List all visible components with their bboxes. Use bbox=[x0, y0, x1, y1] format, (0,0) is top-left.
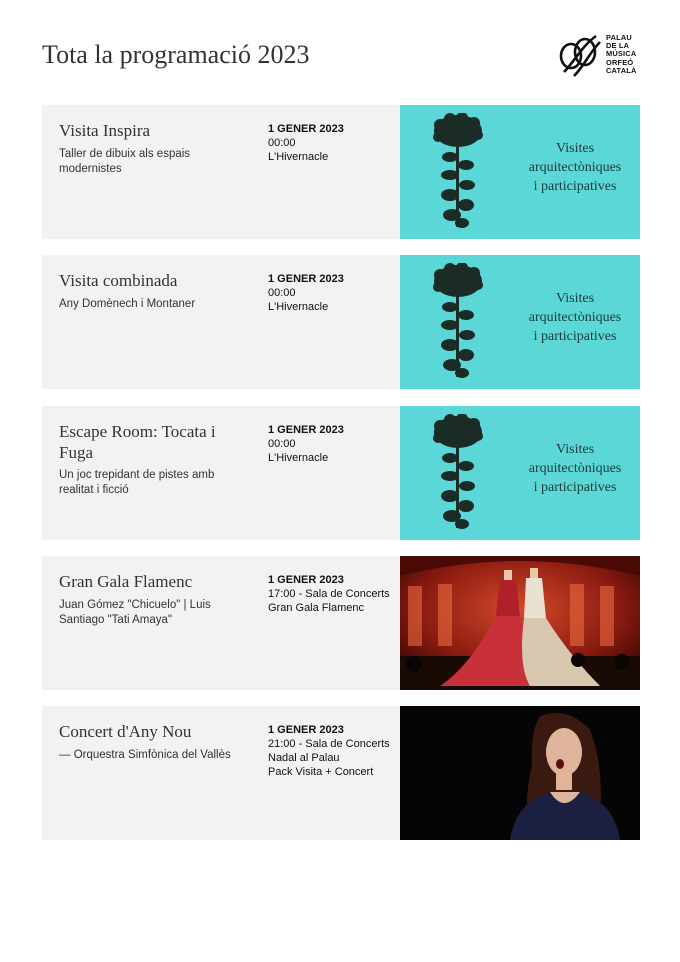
event-card[interactable] bbox=[42, 706, 640, 840]
event-title[interactable]: Visita Inspira bbox=[59, 121, 151, 140]
event-venue: L'Hivernacle bbox=[268, 301, 329, 313]
event-meta bbox=[268, 122, 393, 164]
event-card[interactable] bbox=[42, 556, 640, 690]
event-venue: L'Hivernacle bbox=[268, 151, 329, 163]
carnation-flower-icon bbox=[428, 113, 488, 231]
event-subtitle: Un joc trepidant de pistes amb realitat i ficció bbox=[59, 469, 215, 496]
event-image[interactable] bbox=[400, 556, 640, 690]
page-title: Tota la programació 2023 bbox=[42, 40, 310, 69]
event-subtitle: — Orquestra Simfònica del Vallès bbox=[59, 749, 231, 761]
event-time: 00:00 bbox=[268, 287, 296, 299]
poster-text: Visites arquitectòniques i participatives bbox=[528, 442, 622, 495]
event-image[interactable] bbox=[400, 706, 640, 840]
event-date: 1 GENER 2023 bbox=[268, 123, 344, 135]
event-program: Nadal al Palau bbox=[268, 752, 340, 764]
event-title[interactable]: Visita combinada bbox=[59, 271, 178, 290]
event-card[interactable] bbox=[42, 105, 640, 239]
event-subtitle: Taller de dibuix als espais modernistes bbox=[59, 148, 191, 175]
event-venue: L'Hivernacle bbox=[268, 452, 329, 464]
singer-photo bbox=[400, 706, 640, 840]
event-meta bbox=[268, 723, 393, 779]
event-subtitle: Juan Gómez "Chicuelo" | Luis Santiago "Tati Amaya" bbox=[59, 599, 211, 626]
event-time: 00:00 bbox=[268, 438, 296, 450]
poster-text: Visites arquitectòniques i participatives bbox=[528, 141, 622, 194]
event-image[interactable] bbox=[400, 105, 640, 239]
palau-musica-logo[interactable] bbox=[556, 32, 644, 78]
event-meta bbox=[268, 573, 393, 615]
event-image[interactable] bbox=[400, 255, 640, 389]
event-time-venue: 21:00 - Sala de Concerts bbox=[268, 738, 390, 750]
event-title[interactable]: Escape Room: Tocata i Fuga bbox=[59, 422, 216, 462]
event-date: 1 GENER 2023 bbox=[268, 724, 344, 736]
flamenco-stage-photo bbox=[400, 556, 640, 690]
event-date: 1 GENER 2023 bbox=[268, 574, 344, 586]
logo-wordmark: PALAU DE LA MÚSICA ORFEÓ CATALÀ bbox=[606, 33, 637, 75]
event-time: 00:00 bbox=[268, 137, 296, 149]
event-title[interactable]: Gran Gala Flamenc bbox=[59, 572, 193, 591]
event-date: 1 GENER 2023 bbox=[268, 424, 344, 436]
event-date: 1 GENER 2023 bbox=[268, 273, 344, 285]
logo-mark-icon bbox=[556, 32, 604, 78]
poster-text: Visites arquitectòniques i participatives bbox=[528, 291, 622, 344]
carnation-flower-icon bbox=[428, 263, 488, 381]
event-meta bbox=[268, 272, 393, 314]
event-card[interactable] bbox=[42, 406, 640, 540]
event-subtitle: Any Domènech i Montaner bbox=[59, 298, 196, 310]
event-meta bbox=[268, 423, 393, 465]
event-title[interactable]: Concert d'Any Nou bbox=[59, 722, 192, 741]
event-program: Gran Gala Flamenc bbox=[268, 602, 364, 614]
event-image[interactable] bbox=[400, 406, 640, 540]
event-pack: Pack Visita + Concert bbox=[268, 766, 374, 778]
event-time-venue: 17:00 - Sala de Concerts bbox=[268, 588, 390, 600]
carnation-flower-icon bbox=[428, 414, 488, 532]
event-card[interactable] bbox=[42, 255, 640, 389]
